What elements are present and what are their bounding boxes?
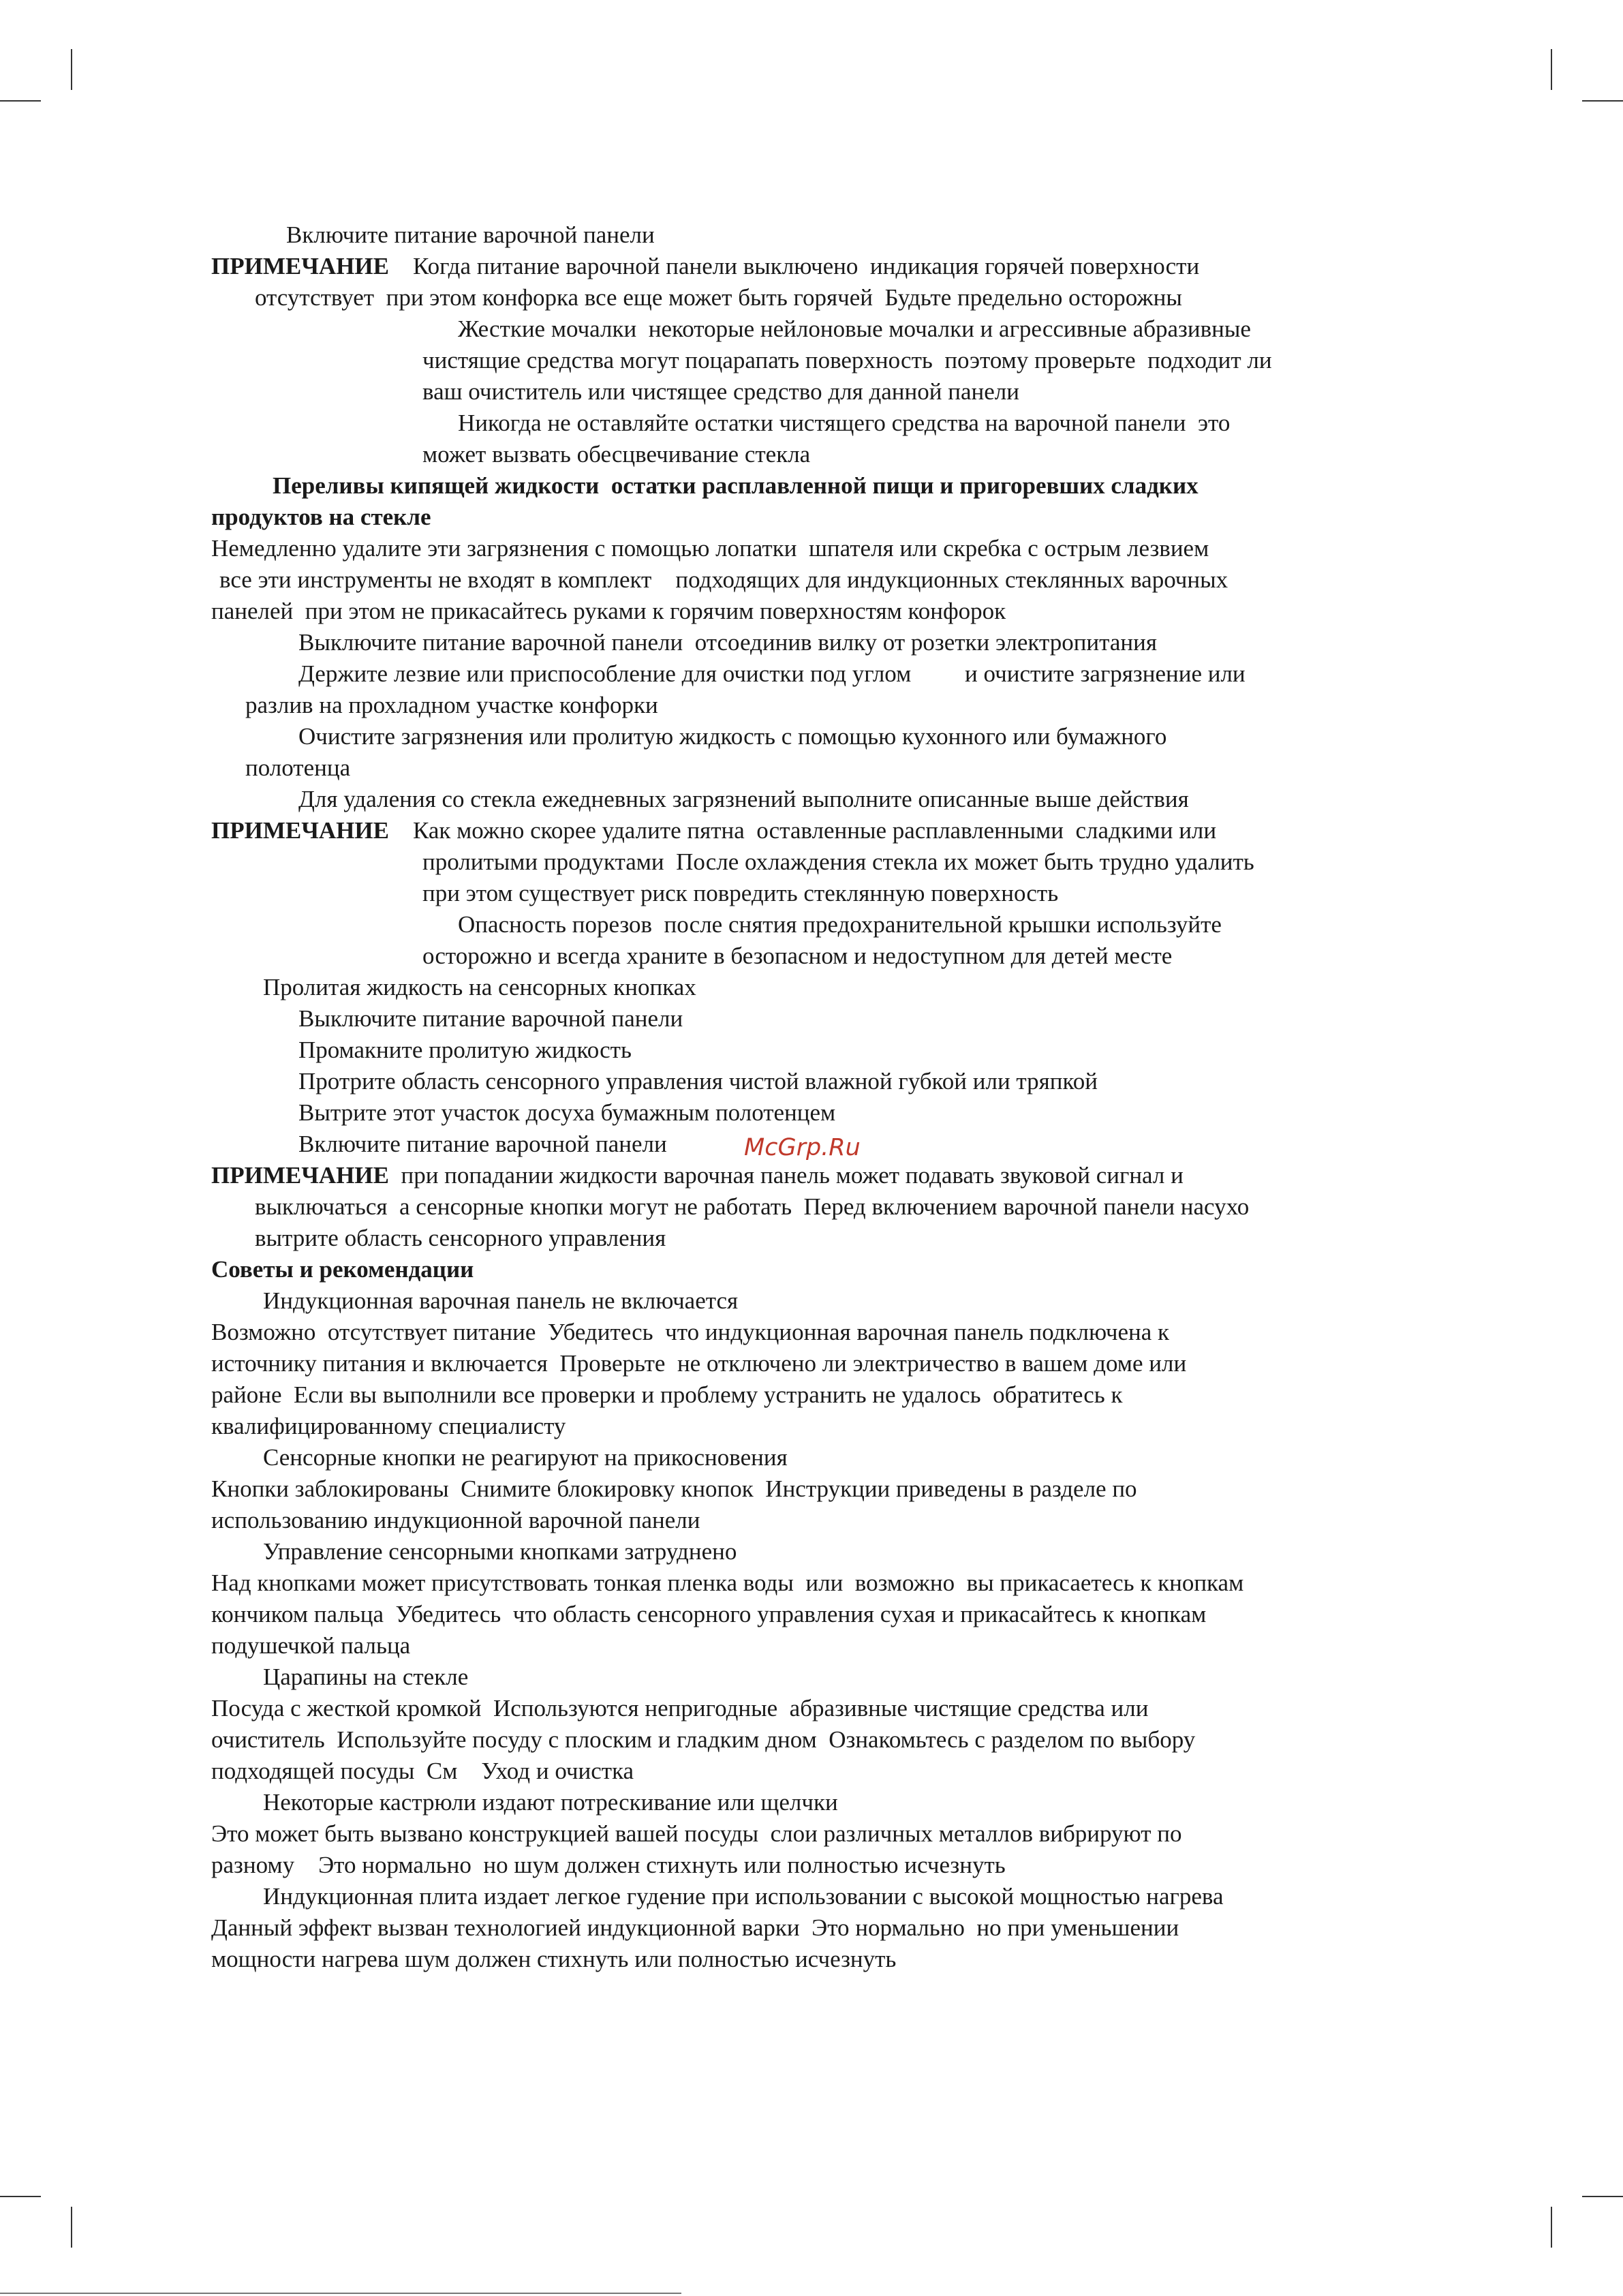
crop-mark [1551, 49, 1552, 90]
text-line: все эти инструменты не входят в комплект подходящих для индукционных стеклянных варочных [219, 566, 1228, 593]
text-line: мощности нагрева шум должен стихнуть или полностью исчезнуть [211, 1946, 897, 1972]
text-line: Немедленно удалите эти загрязнения с помощью лопатки шпателя или скребка с острым лезвием [211, 535, 1209, 562]
text-line: панелей при этом не прикасайтесь руками к горячим поверхностям конфорок [211, 598, 1006, 624]
text-line: Выключите питание варочной панели отсоединив вилку от розетки электропитания [298, 629, 1157, 656]
note-label: ПРИМЕЧАНИЕ [211, 1162, 389, 1189]
crop-mark [1582, 100, 1623, 102]
section-heading: Советы и рекомендации [211, 1256, 474, 1283]
text-line: Данный эффект вызван технологией индукционной варки Это нормально но при уменьшении [211, 1914, 1179, 1941]
text-line: Держите лезвие или приспособление для очистки под углом и очистите загрязнение или [298, 660, 1246, 687]
text-line: Включите питание варочной панели [286, 221, 655, 248]
note-line: ПРИМЕЧАНИЕ при попадании жидкости варочная панель может подавать звуковой сигнал и [211, 1162, 1184, 1189]
text-line: источнику питания и включается Проверьте не отключено ли электричество в вашем доме или [211, 1350, 1187, 1377]
subheading: Пролитая жидкость на сенсорных кнопках [263, 974, 696, 1000]
text-line: Протрите область сенсорного управления чистой влажной губкой или тряпкой [298, 1068, 1098, 1095]
note-label: ПРИМЕЧАНИЕ [211, 253, 389, 279]
text-line: Возможно отсутствует питание Убедитесь что индукционная варочная панель подключена к [211, 1319, 1169, 1345]
text-line: районе Если вы выполнили все проверки и проблему устранить не удалось обратитесь к [211, 1381, 1123, 1408]
crop-mark [71, 49, 72, 90]
crop-mark [1582, 2196, 1623, 2197]
note-label: ПРИМЕЧАНИЕ [211, 817, 389, 844]
text-line: квалифицированному специалисту [211, 1413, 566, 1439]
text-line: чистящие средства могут поцарапать поверхность поэтому проверьте подходит ли [422, 347, 1272, 373]
subheading: Царапины на стекле [263, 1664, 469, 1690]
text-line: Посуда с жесткой кромкой Используются непригодные абразивные чистящие средства или [211, 1695, 1149, 1721]
text-line: Опасность порезов после снятия предохранительной крышки используйте [458, 911, 1222, 938]
text-line: вытрите область сенсорного управления [255, 1225, 666, 1251]
crop-mark [0, 2196, 41, 2197]
section-heading: продуктов на стекле [211, 504, 431, 530]
text-line: Для удаления со стекла ежедневных загрязнений выполните описанные выше действия [298, 786, 1189, 812]
bottom-rule [0, 2293, 681, 2294]
text-line: отсутствует при этом конфорка все еще может быть горячей Будьте предельно осторожны [255, 284, 1182, 311]
text-line: разлив на прохладном участке конфорки [245, 692, 658, 718]
text-line: Это может быть вызвано конструкцией вашей посуды слои различных металлов вибрируют по [211, 1820, 1182, 1847]
crop-mark [1551, 2207, 1552, 2248]
subheading: Индукционная плита издает легкое гудение при использовании с высокой мощностью нагрева [263, 1883, 1224, 1910]
subheading: Некоторые кастрюли издают потрескивание или щелчки [263, 1789, 838, 1816]
text-line: ваш очиститель или чистящее средство для данной панели [422, 378, 1019, 405]
text-line: при этом существует риск повредить стеклянную поверхность [422, 880, 1059, 906]
text-line: разному Это нормально но шум должен стихнуть или полностью исчезнуть [211, 1852, 1006, 1878]
text-line: Включите питание варочной панели [298, 1131, 667, 1157]
section-heading: Переливы кипящей жидкости остатки расплавленной пищи и пригоревших сладких [273, 472, 1199, 499]
text-line: очиститель Используйте посуду с плоским и гладким дном Ознакомьтесь с разделом по выбору [211, 1726, 1196, 1753]
note-line: ПРИМЕЧАНИЕ Когда питание варочной панели выключено индикация горячей поверхности [211, 253, 1200, 279]
text-line: осторожно и всегда храните в безопасном и недоступном для детей месте [422, 943, 1173, 969]
text-line: может вызвать обесцвечивание стекла [422, 441, 811, 468]
note-line: ПРИМЕЧАНИЕ Как можно скорее удалите пятна оставленные расплавленными сладкими или [211, 817, 1217, 844]
crop-mark [71, 2207, 72, 2248]
subheading: Индукционная варочная панель не включается [263, 1287, 739, 1314]
text-line: кончиком пальца Убедитесь что область сенсорного управления сухая и прикасайтесь к кнопкам [211, 1601, 1207, 1627]
text-line: Кнопки заблокированы Снимите блокировку кнопок Инструкции приведены в разделе по [211, 1475, 1137, 1502]
text-line: полотенца [245, 754, 351, 781]
text-line: Жесткие мочалки некоторые нейлоновые мочалки и агрессивные абразивные [458, 316, 1251, 342]
text-line: Выключите питание варочной панели [298, 1005, 683, 1032]
crop-mark [0, 100, 41, 102]
text-line: Вытрите этот участок досуха бумажным полотенцем [298, 1099, 836, 1126]
text-line: пролитыми продуктами После охлаждения стекла их может быть трудно удалить [422, 848, 1254, 875]
text-line: подходящей посуды См Уход и очистка [211, 1758, 634, 1784]
text-line: выключаться а сенсорные кнопки могут не работать Перед включением варочной панели насухо [255, 1193, 1250, 1220]
text-line: Над кнопками может присутствовать тонкая пленка воды или возможно вы прикасаетесь к кнопкам [211, 1570, 1244, 1596]
subheading: Сенсорные кнопки не реагируют на прикосновения [263, 1444, 788, 1471]
watermark: McGrp.Ru [744, 1134, 861, 1161]
text-line: Никогда не оставляйте остатки чистящего средства на варочной панели это [458, 410, 1231, 436]
text-line: Промакните пролитую жидкость [298, 1037, 632, 1063]
subheading: Управление сенсорными кнопками затруднено [263, 1538, 737, 1565]
text-line: подушечкой пальца [211, 1632, 411, 1659]
text-line: Очистите загрязнения или пролитую жидкость с помощью кухонного или бумажного [298, 723, 1167, 750]
text-line: использованию индукционной варочной панели [211, 1507, 700, 1533]
